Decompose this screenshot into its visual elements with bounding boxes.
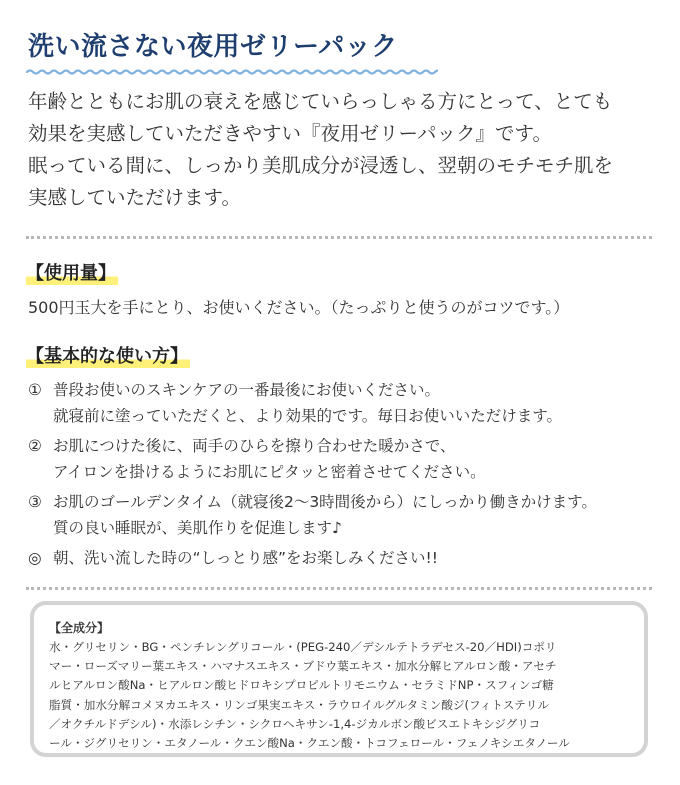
step-item	[28, 377, 597, 429]
step-number: ②	[28, 437, 42, 455]
dotted-divider	[26, 236, 652, 239]
step-line: お肌につけた後に、両手のひらを擦り合わせた暖かさで、	[53, 437, 456, 455]
step-line: 朝、洗い流した時の“しっとり感”をお楽しみください!!	[53, 549, 438, 567]
step-number: ③	[28, 493, 42, 511]
step-line: アイロンを掛けるようにお肌にピタッと密着させてください。	[53, 463, 486, 481]
ingredients-text	[49, 638, 630, 753]
ingredients-line: ルヒアルロン酸Na・ヒアルロン酸ヒドロキシプロピルトリモニウム・セラミドNP・スフィンゴ糖	[49, 678, 554, 693]
step-item	[28, 545, 597, 571]
intro-line: 眠っている間に、しっかり美肌成分が浸透し、翌朝のモチモチ肌を	[28, 154, 614, 177]
intro-line: 実感していただけます。	[28, 186, 241, 209]
step-line: お肌のゴールデンタイム（就寝後2〜3時間後から）にしっかり働きかけます。	[53, 493, 597, 511]
ingredients-line: ール・ジグリセリン・エタノール・クエン酸Na・クエン酸・トコフェロール・フェノキシエタノール	[49, 736, 570, 751]
ingredients-line: 水・グリセリン・BG・ペンチレングリコール・(PEG-240／デシルテトラデセス-20／HDI)コポリ	[49, 640, 557, 654]
usage-amount-text: 500円玉大を手にとり、お使いください。（たっぷりと使うのがコツです。）	[28, 298, 570, 317]
how-to-use-heading	[26, 342, 190, 368]
usage-amount-heading-text: 【使用量】	[26, 263, 116, 284]
ingredients-box	[30, 601, 648, 757]
page-title: 洗い流さない夜用ゼリーパック	[28, 32, 398, 62]
wave-divider	[26, 66, 438, 78]
step-number: ◎	[28, 549, 42, 567]
step-line: 就寝前に塗っていただくと、より効果的です。毎日お使いいただけます。	[53, 407, 563, 425]
intro-line: 年齢とともにお肌の衰えを感じていらっしゃる方にとって、とても	[28, 90, 613, 113]
step-item	[28, 489, 597, 541]
how-to-use-heading-text: 【基本的な使い方】	[26, 346, 188, 367]
ingredients-line: ／オクチルドデシル)・水添レシチン・シクロヘキサン-1,4-ジカルボン酸ビスエトキシジグリコ	[49, 716, 541, 731]
dotted-divider	[26, 587, 652, 590]
ingredients-line: マー・ローズマリー葉エキス・ハマナスエキス・ブドウ葉エキス・加水分解ヒアルロン酸・アセチ	[49, 659, 557, 674]
step-number: ①	[28, 381, 42, 399]
intro-text	[28, 86, 668, 214]
intro-line: 効果を実感していただきやすい『夜用ゼリーパック』です。	[28, 122, 552, 145]
ingredients-line: 脂質・加水分解コメヌカエキス・リンゴ果実エキス・ラウロイルグルタミン酸ジ(フィトステリル	[49, 697, 549, 712]
ingredients-label: 【全成分】	[49, 621, 110, 635]
step-item	[28, 433, 597, 485]
step-line: 普段お使いのスキンケアの一番最後にお使いください。	[53, 381, 441, 399]
how-to-use-steps	[28, 377, 597, 575]
step-line: 質の良い睡眠が、美肌作りを促進します♪	[53, 519, 342, 537]
usage-amount-heading	[26, 259, 118, 285]
